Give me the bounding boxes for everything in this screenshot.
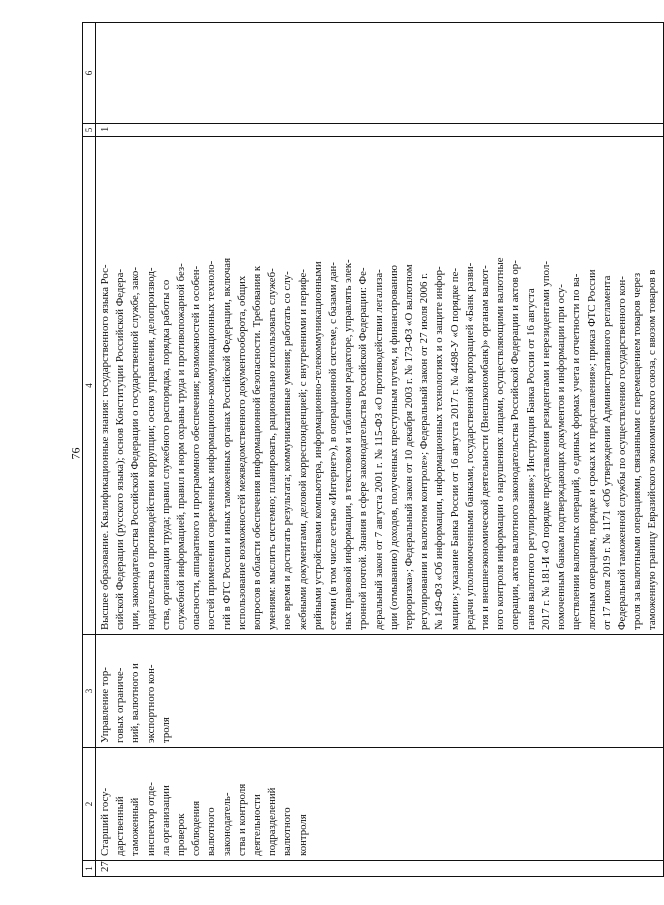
requirements-line: ного контроля информации о нарушениях лицами, осуществляющими валютные [494,257,507,630]
position-title-cell [96,748,664,861]
position-title-line: ла организации [159,785,172,856]
requirements-line: ганов валютного регулирования»; Инструкция Банка России от 16 августа [524,288,537,630]
position-title-line: подразделений [266,787,279,856]
position-title-line: инспектор отде- [144,782,157,856]
requirements-line: вопросов в области обеспечения информационной безопасности. Требования к [251,265,264,630]
requirements-line: гий в ФТС России и иных таможенных органах Российской Федерации, включая [220,257,233,630]
row-number: 27 [96,861,664,877]
rotated-table-container [82,22,659,877]
department-line: экспортного кон- [144,664,157,743]
requirements-line: служебной информацией, правил и норм охраны труда и противопожарной без- [175,263,188,630]
position-title-line: контроля [296,814,309,856]
column-header-2: 2 [83,748,96,861]
column-6-value [96,23,664,124]
position-title-line: валютного [281,807,294,856]
position-title-line: валютного [205,807,218,856]
position-title-line: Старший госу- [99,787,111,856]
requirements-line: операции, актов валютного законодательства Российской Федерации и актов ор- [509,260,522,630]
table-row [96,23,664,877]
column-header-5: 5 [83,124,96,137]
page-number: 76 [68,447,83,460]
requirements-line: ществлении валютных операций, о единых формах учета и отчетности по ва- [570,273,583,630]
requirements-line: таможенную границу Евразийского экономического союза, с ввозом товаров в [646,269,659,630]
requirements-line: Федеральной таможенной службы по осуществлению государственного кон- [615,276,628,630]
position-title-line: законодатель- [220,792,233,856]
requirements-line: от 17 июля 2019 г. № 1171 «Об утверждении Административного регламента [600,275,613,630]
column-number-row [83,23,96,877]
requirements-line: рийными устройствами компьютера, информационно-телекоммуникационными [311,261,324,630]
position-title-line: ства и контроля [235,783,248,856]
requirements-line: ностей применения современных информационно-коммуникационных техноло- [205,260,218,630]
qualification-table [82,22,664,877]
department-line: ний, валютного и [129,663,142,743]
department-line: троля [159,717,172,743]
requirements-line: сийской Федерации (русского языка); основ Конституции Российской Федера- [114,269,127,630]
column-header-4: 4 [83,137,96,635]
requirements-line: тронной почтой. Знания в сфере законодательства Российской Федерации: Фе- [357,267,370,630]
requirements-line: сетями (в том числе сетью «Интернет»), в операционной системе, с базами дан- [327,262,340,630]
requirements-line: жебными документами, деловой корреспонденцией; с внутренними и перифе- [296,269,309,630]
requirements-line: троля за валютными операциями, связанными с перемещением товаров через [631,272,644,630]
requirements-line: ное время и достигать результата; коммуникативные умения; работать со слу- [281,271,294,630]
requirements-line: опасности, аппаратного и программного обеспечения; возможностей и особен- [190,265,203,630]
column-header-6: 6 [83,23,96,124]
requirements-line: ции (отмыванию) доходов, полученных преступным путем, и финансированию [387,265,400,630]
requirements-line: номоченным банкам подтверждающих документов и информации при осу- [555,284,568,630]
position-title-line: дарственный [114,796,127,856]
position-title-line: деятельности [251,794,264,856]
department-line: Управление тор- [99,667,111,743]
requirements-line: мации»; указание Банка России от 16 августа 2017 г. № 4498-У «О порядке пе- [448,268,461,630]
requirements-line: тия и внешнеэкономической деятельности (Внешэкономбанк)» органам валют- [479,265,492,630]
department-line: говых ограниче- [114,667,127,743]
column-5-value: 1 [96,124,664,137]
requirements-line: редачи уполномоченными банками, государственной корпорацией «Банк разви- [463,262,476,630]
requirements-line: терроризма»; Федеральный закон от 10 декабря 2003 г. № 173-ФЗ «О валютном [403,264,416,630]
requirements-line: ных правовой информации, в текстовом и табличном редакторе, управлять элек- [342,259,355,630]
department-cell [96,635,664,748]
requirements-line: нодательства о противодействии коррупции; основ управления, делопроизвод- [144,267,157,630]
requirements-line: регулировании и валютном контроле»; Федеральный закон от 27 июля 2006 г. [418,273,431,630]
requirements-line: № 149-ФЗ «Об информации, информационных технологиях и о защите инфор- [433,266,446,630]
requirements-line: 2017 г. № 181-И «О порядке представления резидентами и нерезидентами упол- [539,261,552,630]
column-header-1: 1 [83,861,96,877]
position-title-line: таможенный [129,797,142,856]
requirements-line: умениям: мыслить системно; планировать, рационально использовать служеб- [266,268,279,630]
position-title-line: проверок [175,813,188,856]
requirements-line: ции, законодательства Российской Федерации о государственной службе, зако- [129,267,142,630]
requirements-line: деральный закон от 7 августа 2001 г. № 115-ФЗ «О противодействии легализа- [372,269,385,630]
requirements-line: лютным операциям, порядке и сроках их представления»; приказ ФТС России [585,269,598,630]
requirements-line: ства, организации труда; правил служебного распорядка, порядка работы со [159,279,172,630]
column-header-3: 3 [83,635,96,748]
position-title-line: соблюдения [190,800,203,856]
requirements-cell [96,137,664,635]
requirements-line: использование возможностей межведомственного документооборота, общих [235,275,248,630]
requirements-line: Высшее образование. Квалификационные знания: государственного языка Рос- [99,264,111,630]
